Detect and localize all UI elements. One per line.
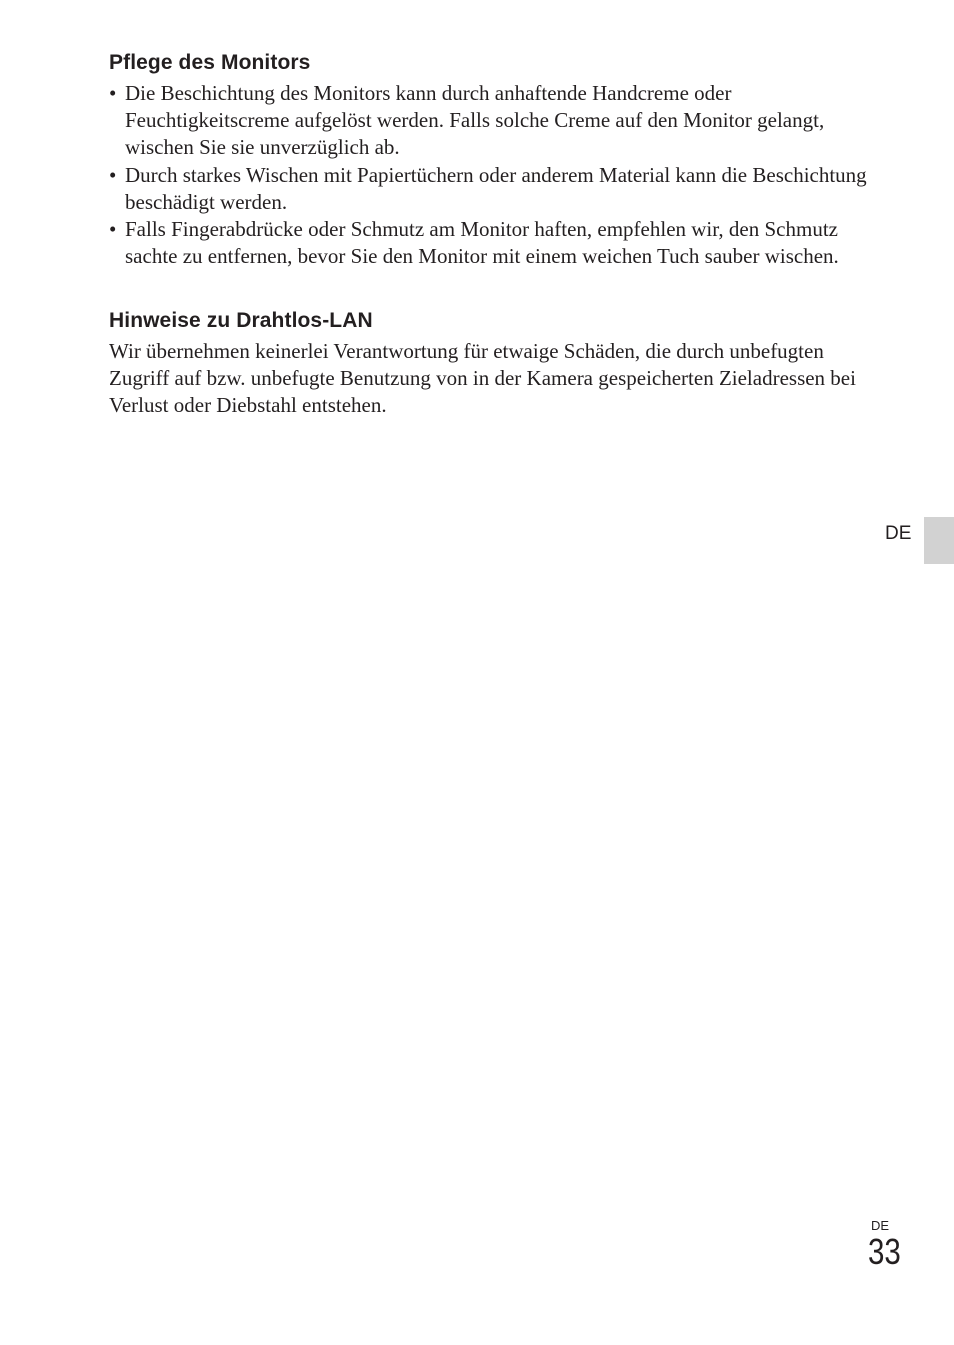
language-tab-label: DE (885, 523, 912, 544)
page-number: 33 (868, 1231, 901, 1272)
list-item (109, 162, 869, 216)
list-item-text: Die Beschichtung des Monitors kann durch anhaftende Handcreme oder Feuchtigkeitscreme aufgelöst werden. Falls solche Creme auf den Monitor gelangt, wischen Sie sie unverzüglich ab. (125, 81, 825, 160)
list-item-text: Durch starkes Wischen mit Papiertüchern oder anderem Material kann die Beschichtung beschädigt werden. (125, 162, 867, 214)
list-item-text: Falls Fingerabdrücke oder Schmutz am Monitor haften, empfehlen wir, den Schmutz sachte zu entfernen, bevor Sie den Monitor mit einem weichen Tuch sauber wischen. (125, 217, 839, 269)
bullet-icon: • (109, 162, 117, 187)
list-item (109, 216, 869, 270)
monitor-care-list (109, 80, 869, 270)
language-tab-marker (924, 517, 954, 564)
footer-language: DE (871, 1218, 890, 1233)
section-heading-monitor-care: Pflege des Monitors (109, 51, 311, 74)
bullet-icon: • (109, 217, 117, 242)
wireless-lan-paragraph: Wir übernehmen keinerlei Verantwortung für etwaige Schäden, die durch unbefugten Zugriff auf bzw. unbefugte Benutzung von in der Kamera gespeicherten Zieladressen bei Verlust oder Diebstahl entstehen. (109, 339, 856, 418)
section-heading-wireless-lan: Hinweise zu Drahtlos-LAN (109, 309, 373, 332)
bullet-icon: • (109, 81, 117, 105)
list-item (109, 80, 869, 162)
